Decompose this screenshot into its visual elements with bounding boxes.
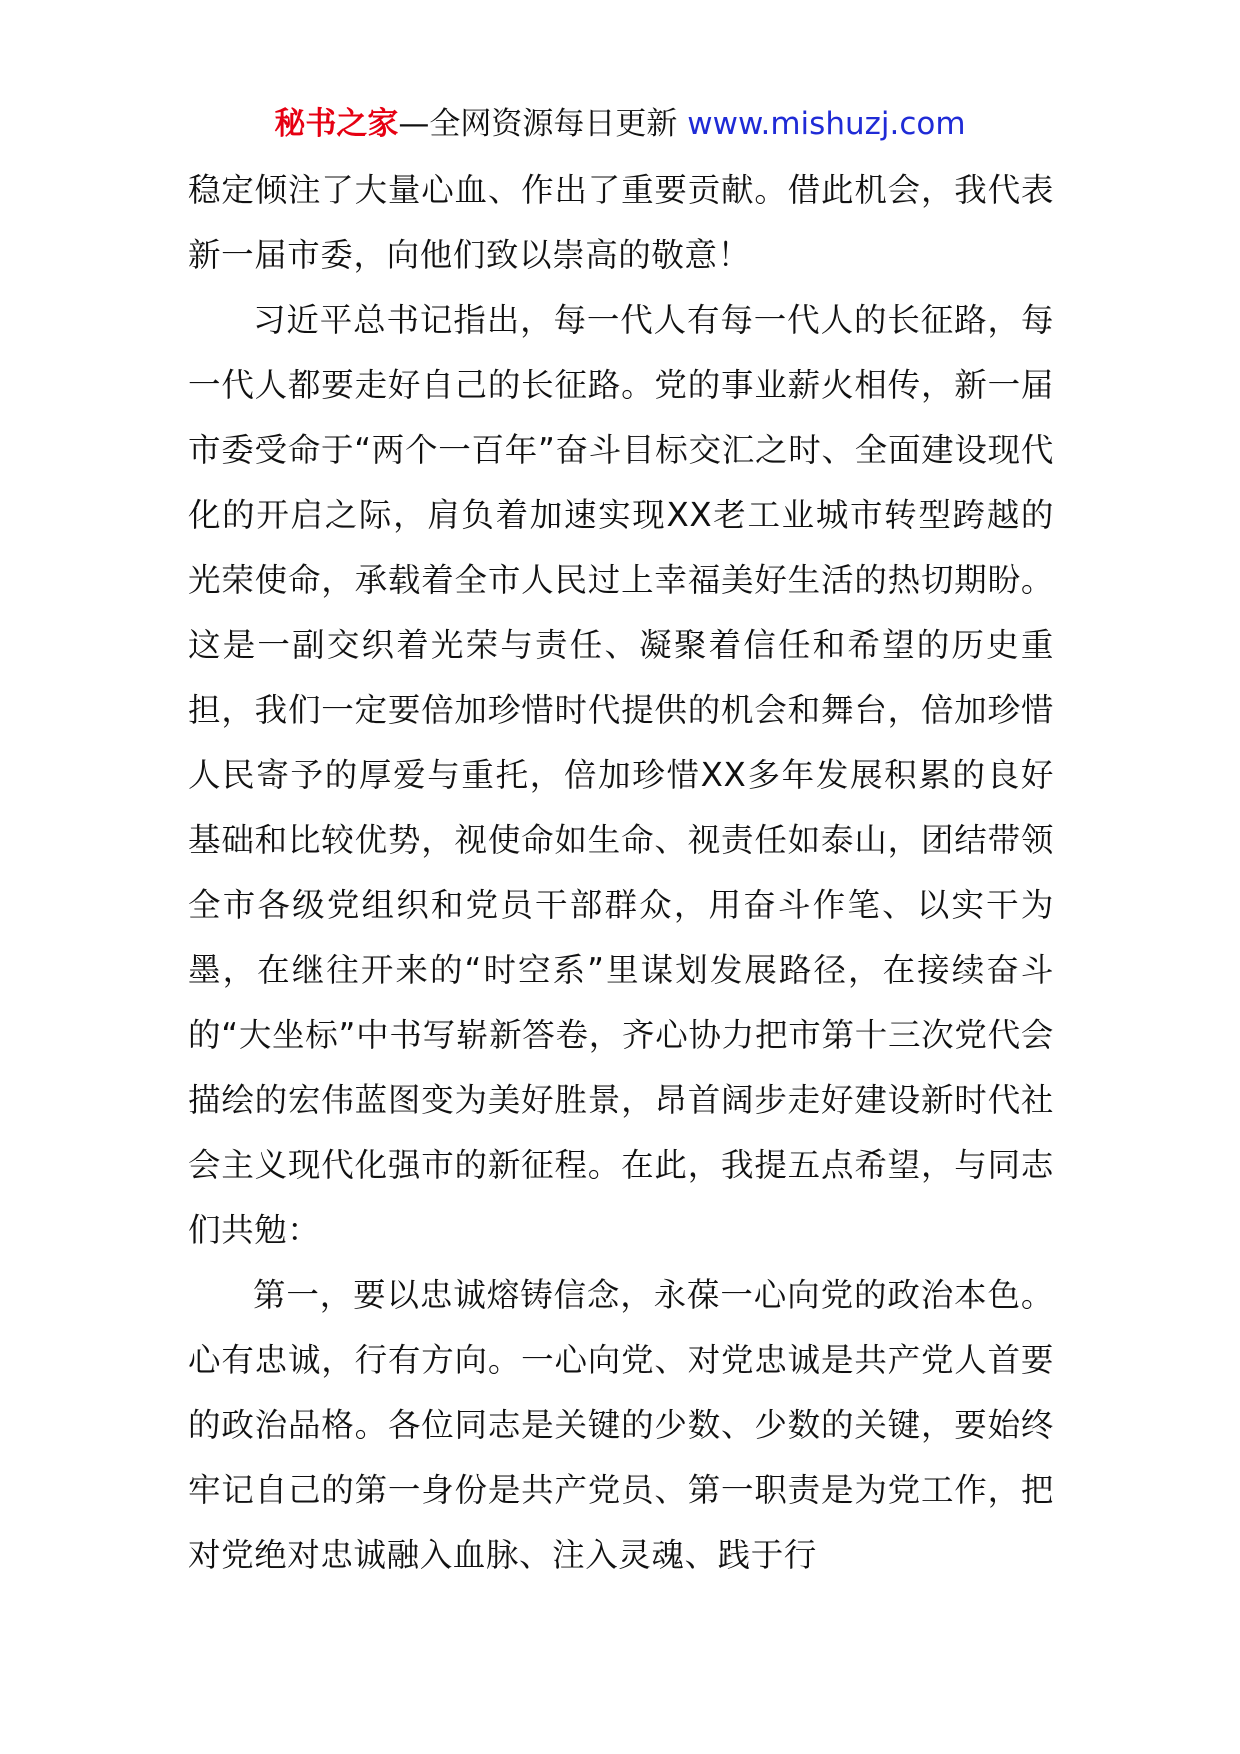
paragraph-first-point: 第一，要以忠诚熔铸信念，永葆一心向党的政治本色。心有忠诚，行有方向。一心向党、对党忠诚是共产党人首要的政治品格。各位同志是关键的少数、少数的关键，要始终牢记自己的第一身份是共产党员、第一职责是为党工作，把对党绝对忠诚融入血脉、注入灵魂、践于行 [188,1276,1054,1574]
document-body [188,158,1054,1588]
header-tagline: —全网资源每日更新 [398,106,678,142]
paragraph-long-march: 习近平总书记指出，每一代人有每一代人的长征路，每一代人都要走好自己的长征路。党的事业薪火相传，新一届市委受命于“两个一百年”奋斗目标交汇之时、全面建设现代化的开启之际，肩负着加速实现XX老工业城市转型跨越的光荣使命，承载着全市人民过上幸福美好生活的热切期盼。这是一副交织着光荣与责任、凝聚着信任和希望的历史重担，我们一定要倍加珍惜时代提供的机会和舞台，倍加珍惜人民寄予的厚爱与重托，倍加珍惜XX多年发展积累的良好基础和比较优势，视使命如生命、视责任如泰山，团结带领全市各级党组织和党员干部群众，用奋斗作笔、以实干为墨，在继往开来的“时空系”里谋划发展路径，在接续奋斗的“大坐标”中书写崭新答卷，齐心协力把市第十三次党代会描绘的宏伟蓝图变为美好胜景，昂首阔步走好建设新时代社会主义现代化强市的新征程。在此，我提五点希望，与同志们共勉： [188,301,1054,1249]
watermark-header [0,100,1240,148]
header-url[interactable]: www.mishuzj.com [687,106,966,142]
brand-name: 秘书之家 [274,106,399,142]
paragraph-continued: 稳定倾注了大量心血、作出了重要贡献。借此机会，我代表新一届市委，向他们致以崇高的敬意！ [188,171,1054,274]
